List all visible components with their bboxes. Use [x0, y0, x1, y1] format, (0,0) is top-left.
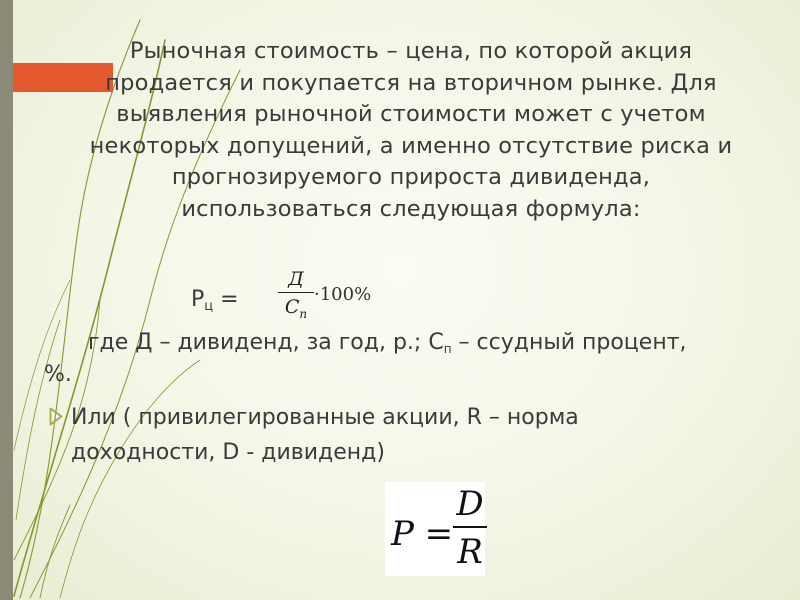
- paragraph-line: использоваться следующая формула:: [181, 195, 641, 222]
- formula1-denominator-subscript: п: [299, 307, 308, 322]
- paragraph-line: Рыночная стоимость – цена, по которой акция: [129, 38, 693, 64]
- formula1-denominator-letter: С: [284, 296, 300, 319]
- paragraph-line: выявления рыночной стоимости может с учетом: [116, 101, 706, 127]
- formula1-multiplier: ·100%: [314, 284, 372, 305]
- formula1-denominator: [276, 296, 316, 325]
- intro-paragraph: [40, 36, 782, 225]
- formula1-equals: =: [213, 287, 239, 312]
- paragraph-line: прогнозируемого прироста дивиденда,: [171, 164, 651, 190]
- formula2-denominator: R: [457, 532, 483, 572]
- paragraph-line: некоторых допущений, а именно отсутствие риска и: [89, 132, 733, 159]
- where-text-a: где Д – дивиденд, за год, р.; С: [88, 330, 444, 355]
- formula2-numerator: D: [456, 484, 484, 524]
- where-line-2: %.: [44, 362, 72, 387]
- formula1-lhs-letter: Р: [191, 287, 205, 312]
- where-subscript: п: [443, 342, 452, 356]
- formula2-fraction: [453, 484, 487, 572]
- bullet-item-text: [71, 400, 751, 470]
- formula2-fraction-bar: [453, 526, 487, 528]
- formula1-fraction: [276, 268, 316, 325]
- formula1-lhs-subscript: ц: [204, 299, 214, 314]
- paragraph-line: продается и покупается на вторичном рынке. Для: [105, 69, 717, 96]
- where-line-1: [88, 330, 687, 355]
- formula1-lhs: [191, 287, 239, 312]
- bullet-line: доходности, D - дивиденд): [71, 440, 385, 465]
- where-text-b: – ссудный процент,: [451, 330, 687, 355]
- formula1-numerator: Д: [288, 268, 304, 290]
- bullet-line: Или ( привилегированные акции, R – норма: [71, 405, 579, 430]
- hollow-arrow-bullet-icon: [49, 407, 63, 426]
- formula2-lhs: P =: [391, 514, 454, 554]
- formula1-fraction-bar: [278, 292, 314, 293]
